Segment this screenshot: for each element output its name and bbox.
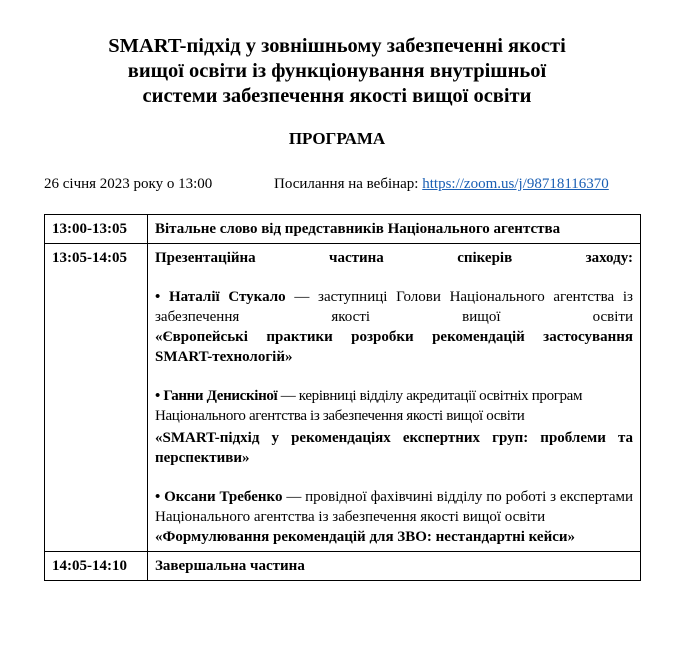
speaker-description — [155, 487, 633, 527]
webinar-label: Посилання на вебінар: — [274, 176, 423, 192]
speaker-name: Наталії Стукало — [168, 289, 286, 305]
bullet: • — [155, 388, 164, 404]
time-cell: 13:00-13:05 — [45, 215, 148, 244]
item-cell: Завершальна частина — [148, 552, 641, 581]
document-title — [0, 34, 674, 109]
talk-title: «Формулювання рекомендацій для ЗВО: нестандартні кейси» — [155, 529, 576, 545]
speaker-description — [155, 287, 633, 327]
program-table — [44, 214, 641, 581]
program-heading: ПРОГРАМА — [288, 129, 386, 148]
webinar-info — [274, 176, 609, 193]
webinar-link[interactable]: https://zoom.us/j/98718116370 — [422, 176, 609, 192]
event-date: 26 січня 2023 року о 13:00 — [44, 176, 213, 192]
table-row — [45, 552, 641, 581]
talk-title: «SMART-підхід у рекомендаціях експертних груп: проблеми та перспективи» — [155, 430, 633, 466]
bullet: • — [155, 289, 169, 305]
title-line: SMART-підхід у зовнішньому забезпеченні якості — [108, 35, 566, 57]
item-cell — [148, 244, 641, 552]
speaker-role: — керівниці відділу акредитації освітніх програм Національного агентства із забезпечення якості вищої освіти — [155, 388, 583, 424]
speaker-role: — провідної фахівчині відділу по роботі з експертами Національного агентства із забезпечення якості вищої освіти — [155, 489, 633, 525]
bullet: • — [155, 489, 165, 505]
talk-title: «Європейські практики розробки рекомендацій застосування SMART-технологій» — [155, 329, 633, 365]
time-cell: 14:05-14:10 — [45, 552, 148, 581]
title-line: вищої освіти із функціонування внутрішньої — [127, 60, 547, 82]
speaker-name: Ганни Денискіної — [163, 388, 278, 404]
speaker-description — [155, 386, 633, 426]
time-cell: 13:05-14:05 — [45, 244, 148, 552]
speaker-role: — заступниці Голови Національного агентства із забезпечення якості вищої освіти — [155, 289, 633, 325]
speaker-name: Оксани Требенко — [164, 489, 283, 505]
table-row — [45, 215, 641, 244]
table-row — [45, 244, 641, 552]
item-cell: Вітальне слово від представників Національного агентства — [148, 215, 641, 244]
presentation-intro: Презентаційна частина спікерів заходу: — [155, 250, 633, 266]
title-line: системи забезпечення якості вищої освіти — [142, 85, 532, 107]
